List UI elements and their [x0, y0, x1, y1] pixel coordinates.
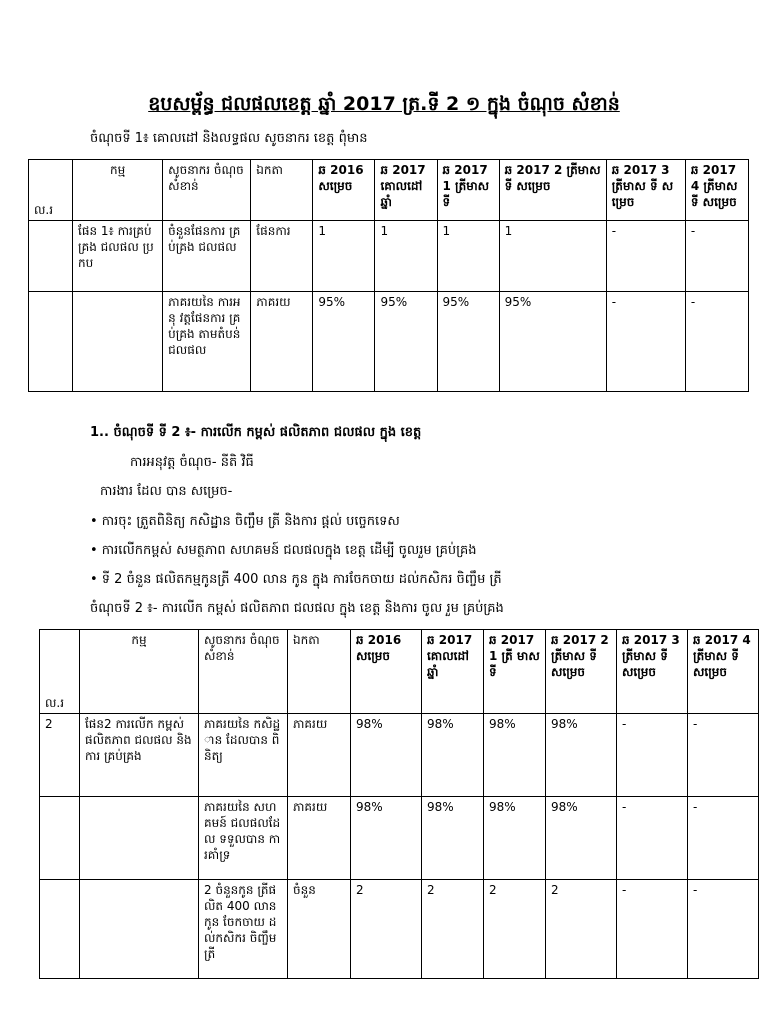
table-cell: -: [606, 221, 685, 292]
table2-header-cell: ឆ 2017 2 ត្រីមាស ទី សម្រេច: [546, 630, 617, 714]
table-cell: [40, 880, 80, 979]
table2-header-cell: ឆ 2017 គោលដៅ ឆ្នាំ: [422, 630, 484, 714]
table-cell: 98%: [422, 797, 484, 880]
table-cell: 2 ចំនួនកូន ត្រីផលិត 400 លាន កូន ចែកចាយ ដល់កសិករ ចិញ្ចឹមត្រី: [199, 880, 288, 979]
table-cell: [73, 292, 163, 392]
table-cell: -: [617, 714, 688, 797]
bullet-item: • ទី 2 ចំនួន ផលិតកម្មកូនត្រី 400 លាន កូន ក្នុង ការចែកចាយ ដល់កសិករ ចិញ្ចឹម ត្រី: [90, 572, 502, 587]
table1-header-cell: ឆ 2017 គោលដៅ ឆ្នាំ: [375, 160, 437, 221]
table2-header-cell: កម្ម: [80, 630, 199, 714]
table1-header-cell: ឆ 2017 3 ត្រីមាស ទី សម្រេច: [606, 160, 685, 221]
table2-header-cell: ឯកតា: [288, 630, 351, 714]
table-cell: 95%: [437, 292, 499, 392]
table2-header-cell: សូចនាករ ចំណុចសំខាន់: [199, 630, 288, 714]
table1-header-cell: សូចនាករ ចំណុចសំខាន់: [163, 160, 251, 221]
paragraph-heading: 1.. ចំណុចទី ទី 2 ៖- ការលើក កម្ពស់ ផលិតភាព ជលផល ក្នុង ខេត្ត: [90, 425, 422, 440]
table1-header-cell: ល.រ: [29, 160, 73, 221]
bullet-item: • ការចុះ ត្រួតពិនិត្យ កសិដ្ឋាន ចិញ្ចឹម ត្រី និងការ ផ្តល់ បច្ចេកទេស: [90, 514, 400, 529]
table-cell: 1: [375, 221, 437, 292]
table-cell: ភាគរយ: [288, 797, 351, 880]
table-cell: 98%: [546, 714, 617, 797]
table2-header-cell: ឆ 2017 1 ត្រី មាស ទី: [484, 630, 546, 714]
table-row: [40, 880, 759, 979]
table2-header-cell: ឆ 2016 សម្រេច: [351, 630, 422, 714]
table-cell: -: [685, 221, 748, 292]
table2-header-cell: ល.រ: [40, 630, 80, 714]
indicator-table-1: [28, 159, 749, 392]
table-cell: -: [617, 880, 688, 979]
table-cell: [80, 880, 199, 979]
table2-header-row: [40, 630, 759, 714]
table-cell: -: [606, 292, 685, 392]
table-cell: 98%: [484, 797, 546, 880]
table-row: [40, 797, 759, 880]
table-cell: ផែន 1៖ ការគ្រប់គ្រង ជលផល ប្រកប: [73, 221, 163, 292]
table-cell: ផែនការ: [251, 221, 313, 292]
table-cell: ចំនួន: [288, 880, 351, 979]
page-title: ឧបសម្ព័ន្ធ ជលផលខេត្ត ឆ្នាំ 2017 ត្រ.ទី 2 ១ ក្នុង ចំណុច សំខាន់: [148, 93, 620, 115]
table-cell: 1: [313, 221, 375, 292]
table-row: [29, 292, 749, 392]
table1-header-cell: ឯកតា: [251, 160, 313, 221]
table-cell: 98%: [546, 797, 617, 880]
table-cell: 1: [499, 221, 606, 292]
table1-header-row: [29, 160, 749, 221]
table1-header-cell: ឆ 2017 2 ត្រីមាស ទី សម្រេច: [499, 160, 606, 221]
table-cell: [29, 221, 73, 292]
table-cell: -: [617, 797, 688, 880]
table-cell: 1: [437, 221, 499, 292]
table2-header-cell: ឆ 2017 3 ត្រីមាស ទី សម្រេច: [617, 630, 688, 714]
table-cell: 98%: [351, 797, 422, 880]
table-cell: 95%: [375, 292, 437, 392]
table-cell: 2: [351, 880, 422, 979]
table-cell: ភាគរយនៃ ការអនុ វត្តផែនការ គ្រប់គ្រង តាមតំបន់ ជលផល: [163, 292, 251, 392]
indicator-table-2: [39, 629, 759, 979]
table-cell: -: [685, 292, 748, 392]
table-cell: 95%: [499, 292, 606, 392]
table-cell: -: [688, 714, 759, 797]
table-cell: ភាគរយ: [288, 714, 351, 797]
bullet-item: • ការលើកកម្ពស់ សមត្ថភាព សហគមន៍ ជលផលក្នុង ខេត្ត ដើម្បី ចូលរួម គ្រប់គ្រង: [90, 543, 477, 558]
table-cell: [40, 797, 80, 880]
table-cell: [29, 292, 73, 392]
paragraph-text: ការអនុវត្ត ចំណុច- នីតិ វិធី: [130, 455, 254, 470]
table2-header-cell: ឆ 2017 4 ត្រីមាស ទី សម្រេច: [688, 630, 759, 714]
table-cell: 2: [484, 880, 546, 979]
table-row: [40, 714, 759, 797]
table-cell: 2: [546, 880, 617, 979]
table-cell: 98%: [351, 714, 422, 797]
table-cell: 2: [422, 880, 484, 979]
table-cell: [80, 797, 199, 880]
table-cell: 2: [40, 714, 80, 797]
table-cell: 98%: [484, 714, 546, 797]
table1-header-cell: ឆ 2017 1 ត្រីមាស ទី: [437, 160, 499, 221]
section1-heading: ចំណុចទី 1៖ គោលដៅ និងលទ្ធផល សូចនាករ ខេត្ត ពុំមាន: [90, 131, 368, 146]
table-cell: ចំនួនផែនការ គ្រប់គ្រង ជលផល: [163, 221, 251, 292]
table-cell: ភាគរយនៃ សហគមន៍ ជលផលដែល ទទួលបាន ការគាំទ្រ: [199, 797, 288, 880]
table1-header-cell: ឆ 2017 4 ត្រីមាស ទី សម្រេច: [685, 160, 748, 221]
table-cell: -: [688, 880, 759, 979]
table-cell: ផែន2 ការលើក កម្ពស់ ផលិតភាព ជលផល និងការ គ្រប់គ្រង: [80, 714, 199, 797]
table-cell: 95%: [313, 292, 375, 392]
paragraph-text: ការងារ ដែល បាន សម្រេច-: [100, 484, 233, 499]
table-cell: ភាគរយ: [251, 292, 313, 392]
table-cell: ភាគរយនៃ កសិដ្ឋាន ដែលបាន ពិនិត្យ: [199, 714, 288, 797]
table1-header-cell: កម្ម: [73, 160, 163, 221]
table-cell: -: [688, 797, 759, 880]
table1-header-cell: ឆ 2016 សម្រេច: [313, 160, 375, 221]
table-row: [29, 221, 749, 292]
section2-heading: ចំណុចទី 2 ៖- ការលើក កម្ពស់ ផលិតភាព ជលផល ក្នុង ខេត្ត និងការ ចូល រួម គ្រប់គ្រង: [90, 601, 504, 616]
table-cell: 98%: [422, 714, 484, 797]
